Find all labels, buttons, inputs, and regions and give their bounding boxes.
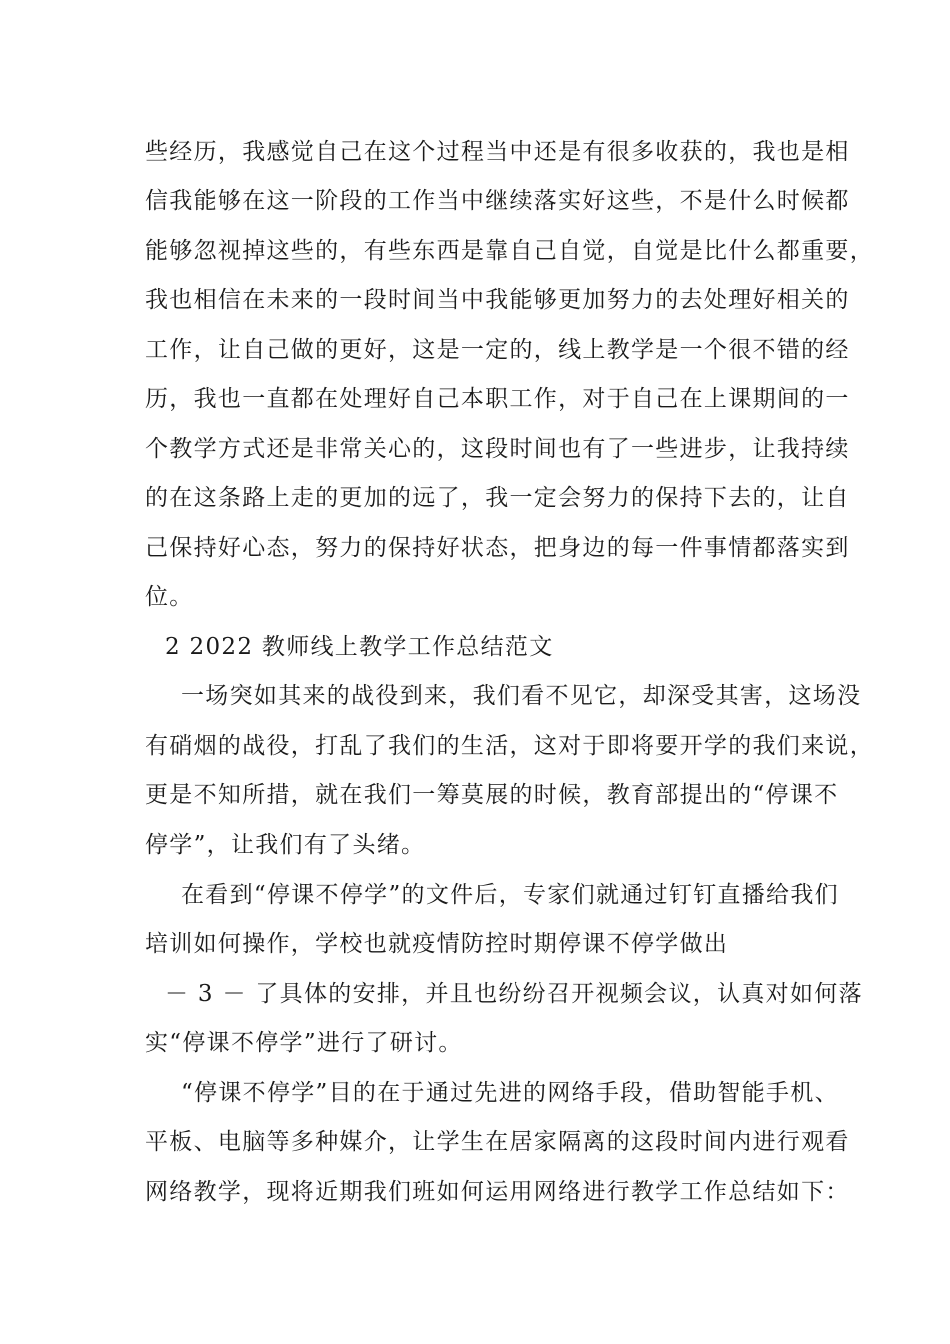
page-number-line: － 3 － 了具体的安排，并且也纷纷召开视频会议，认真对如何落 [165, 981, 863, 1007]
text-line: 停学”，让我们有了头绪。 [145, 832, 426, 858]
text-line: 己保持好心态，努力的保持好状态，把身边的每一件事情都落实到 [145, 535, 850, 561]
text-line: 我也相信在未来的一段时间当中我能够更加努力的去处理好相关的 [145, 287, 850, 313]
text-line: 在看到“停课不停学”的文件后，专家们就通过钉钉直播给我们 [181, 882, 839, 908]
text-line: 能够忽视掉这些的，有些东西是靠自己自觉，自觉是比什么都重要， [145, 238, 874, 264]
text-line: 工作，让自己做的更好，这是一定的，线上教学是一个很不错的经 [145, 337, 850, 363]
text-line: 平板、电脑等多种媒介，让学生在居家隔离的这段时间内进行观看 [145, 1129, 850, 1155]
text-line: 更是不知所措，就在我们一筹莫展的时候，教育部提出的“停课不 [145, 782, 839, 808]
text-line: 个教学方式还是非常关心的，这段时间也有了一些进步，让我持续 [145, 436, 850, 462]
text-line: 的在这条路上走的更加的远了，我一定会努力的保持下去的，让自 [145, 485, 850, 511]
text-line: 位。 [145, 584, 194, 610]
section-heading: 2 2022 教师线上教学工作总结范文 [165, 634, 554, 660]
text-line: 信我能够在这一阶段的工作当中继续落实好这些，不是什么时候都 [145, 188, 850, 214]
text-line: 有硝烟的战役，打乱了我们的生活，这对于即将要开学的我们来说， [145, 733, 874, 759]
text-line: 网络教学，现将近期我们班如何运用网络进行教学工作总结如下： [145, 1179, 850, 1205]
text-line: 些经历，我感觉自己在这个过程当中还是有很多收获的，我也是相 [145, 139, 850, 165]
text-line: 实“停课不停学”进行了研讨。 [145, 1030, 463, 1056]
text-line: 一场突如其来的战役到来，我们看不见它，却深受其害，这场没 [181, 683, 862, 709]
text-line: “停课不停学”目的在于通过先进的网络手段，借助智能手机、 [181, 1080, 839, 1106]
text-line: 历，我也一直都在处理好自己本职工作，对于自己在上课期间的一 [145, 386, 850, 412]
text-line: 培训如何操作，学校也就疫情防控时期停课不停学做出 [145, 931, 729, 957]
